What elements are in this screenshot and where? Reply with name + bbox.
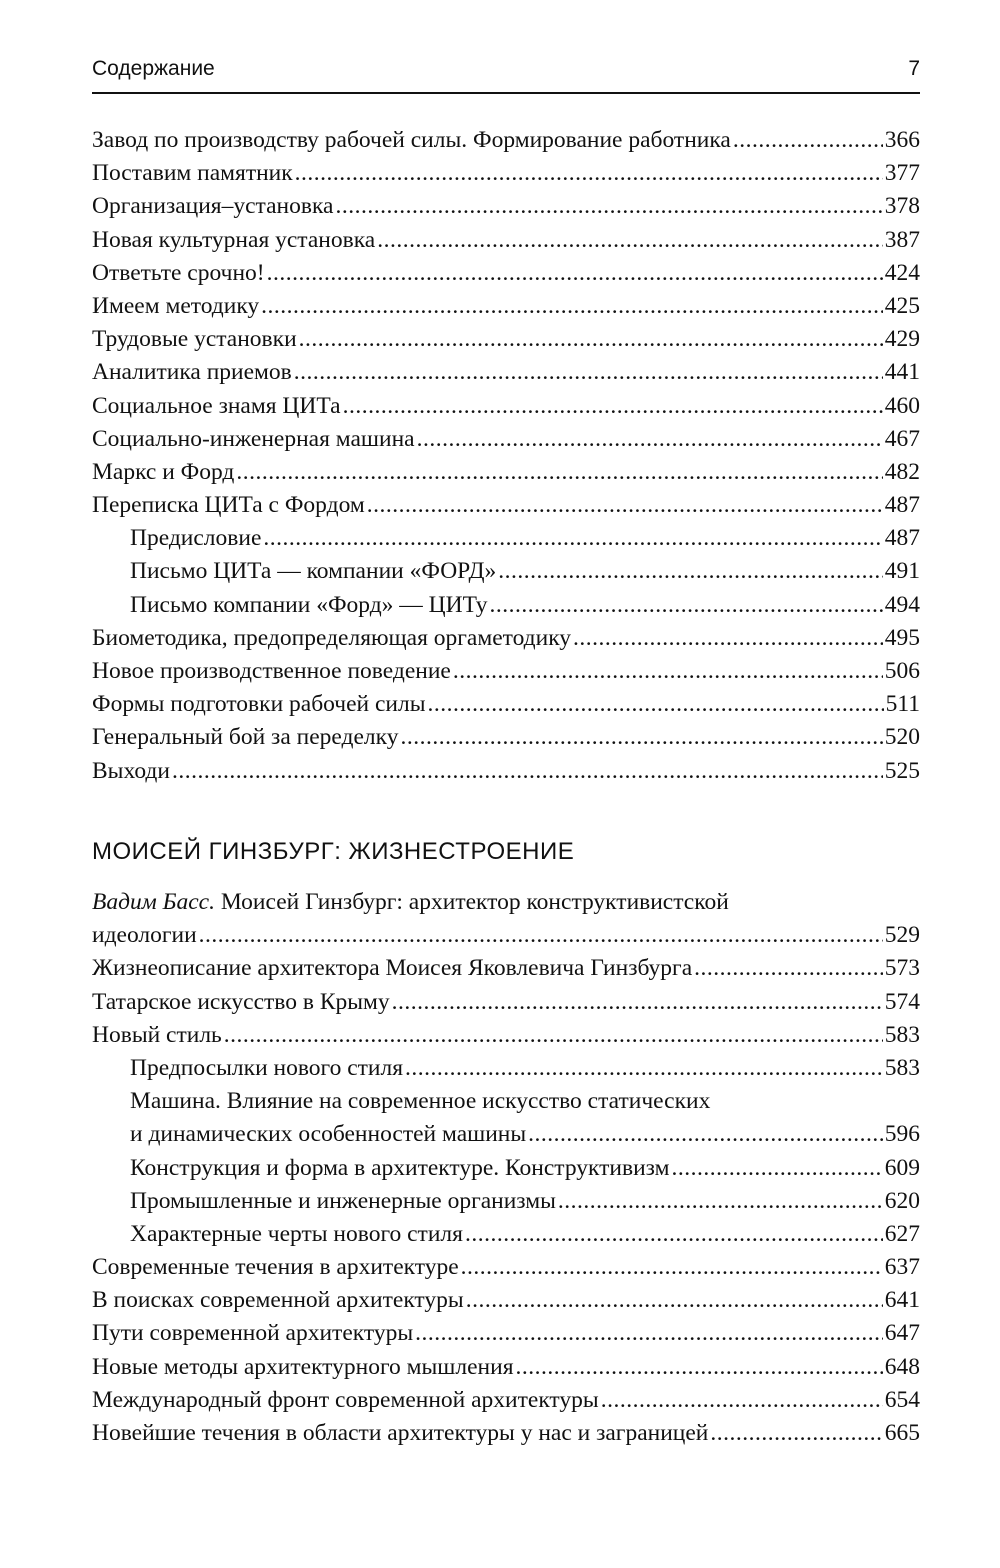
toc-entry-page: 467	[884, 425, 920, 452]
toc-entry-page: 525	[884, 757, 920, 784]
toc-entry	[92, 721, 920, 754]
toc-entry-page: 460	[884, 392, 920, 419]
leader-dots	[465, 1218, 883, 1251]
toc-entry-title: Ответьте срочно!	[92, 259, 265, 286]
toc-entry-title: Выходи	[92, 757, 170, 784]
leader-dots	[224, 1019, 883, 1052]
toc-entry-page: 506	[884, 658, 920, 684]
toc-entry-page: 429	[884, 326, 920, 353]
toc-entry	[92, 1417, 920, 1450]
toc-entry	[92, 456, 920, 489]
toc-entry-title: Завод по производству рабочей силы. Формирование работника	[92, 127, 731, 153]
running-head	[92, 52, 920, 86]
toc-entry-title: Современные течения в архитектуре	[92, 1254, 459, 1281]
toc-entry-page: 648	[884, 1353, 920, 1380]
author-name: Вадим Басс.	[92, 889, 215, 915]
toc-entry-page: 529	[884, 922, 920, 949]
toc-entry	[92, 1251, 920, 1284]
toc-entry-page: 487	[884, 525, 920, 552]
toc-entry-page: 573	[884, 955, 920, 982]
toc-entry-page: 387	[884, 226, 920, 253]
toc-entry	[92, 124, 920, 157]
toc-entry	[92, 356, 920, 389]
toc-entry-title: Татарское искусство в Крыму	[92, 988, 390, 1015]
toc-entry	[92, 755, 920, 788]
toc-entry-page: 620	[884, 1187, 920, 1214]
toc-entry	[92, 1284, 920, 1317]
toc-entry-title: Жизнеописание архитектора Моисея Яковлевича Гинзбурга	[92, 955, 693, 982]
running-head-title: Содержание	[92, 57, 215, 80]
toc-entry-title: Маркс и Форд	[92, 458, 235, 485]
toc-entry	[92, 390, 920, 423]
leader-dots	[299, 323, 883, 356]
leader-dots	[267, 257, 883, 290]
toc-entry	[92, 919, 920, 952]
toc-entry	[92, 1218, 920, 1251]
leader-dots	[377, 224, 883, 257]
leader-dots	[466, 1284, 883, 1317]
leader-dots	[415, 1317, 883, 1350]
toc-entry-title-line2: и динамических особенностей машины	[130, 1121, 527, 1148]
toc-entry-title: Организация–установка	[92, 193, 334, 220]
toc-entry-page: 647	[884, 1320, 920, 1347]
toc-list-part2	[92, 886, 920, 1450]
toc-entry	[92, 323, 920, 356]
toc-entry-title: Характерные черты нового стиля	[130, 1220, 463, 1247]
toc-entry-title: Поставим памятник	[92, 160, 293, 187]
toc-entry	[92, 1019, 920, 1052]
toc-entry-multiline	[92, 1085, 920, 1118]
toc-entry-title-line1: Машина. Влияние на современное искусство статических	[130, 1088, 711, 1115]
toc-entry-page: 511	[885, 691, 920, 718]
leader-dots	[343, 390, 883, 423]
toc-entry-page: 425	[884, 292, 920, 319]
toc-entry-page: 583	[884, 1054, 920, 1081]
leader-dots	[236, 456, 882, 489]
toc-entry-page: 583	[884, 1021, 920, 1048]
toc-entry	[92, 257, 920, 290]
leader-dots	[417, 423, 883, 456]
toc-entry	[92, 688, 920, 721]
toc-entry-title: Новая культурная установка	[92, 226, 376, 253]
toc-entry-title: Письмо компании «Форд» — ЦИТу	[130, 591, 488, 618]
toc-entry-page: 637	[884, 1254, 920, 1281]
toc-entry-title: Аналитика приемов	[92, 359, 292, 386]
leader-dots	[172, 755, 883, 788]
toc-entry-page: 482	[884, 458, 920, 485]
leader-dots	[428, 688, 884, 721]
toc-entry	[92, 489, 920, 522]
toc-entry-title: Генеральный бой за переделку	[92, 724, 399, 751]
toc-entry-title: Предпосылки нового стиля	[130, 1054, 404, 1081]
toc-entry-page: 377	[884, 160, 920, 187]
toc-entry	[92, 522, 920, 555]
book-page	[92, 0, 920, 1568]
toc-entry-multiline	[92, 886, 920, 919]
section-heading: МОИСЕЙ ГИНЗБУРГ: ЖИЗНЕСТРОЕНИЕ	[92, 838, 575, 865]
toc-entry-page: 596	[884, 1121, 920, 1148]
toc-entry-page: 665	[884, 1420, 920, 1446]
toc-entry-page: 495	[884, 624, 920, 651]
leader-dots	[558, 1185, 883, 1218]
toc-list-part3-items	[92, 1152, 920, 1451]
toc-entry	[92, 190, 920, 223]
toc-entry-title: Международный фронт современной архитектуры	[92, 1386, 599, 1413]
toc-entry-page: 609	[884, 1154, 920, 1181]
leader-dots	[295, 157, 883, 190]
leader-dots	[263, 522, 882, 555]
page-number: 7	[908, 57, 920, 80]
toc-entry-title: Новое производственное поведение	[92, 658, 451, 684]
toc-entry-page: 491	[884, 558, 920, 585]
toc-entry	[92, 1052, 920, 1085]
toc-entry-title: Промышленные и инженерные организмы	[130, 1187, 556, 1214]
leader-dots	[367, 489, 883, 522]
header-rule	[92, 92, 920, 94]
toc-entry-title-line1: Моисей Гинзбург: архитектор конструктивистской	[214, 889, 729, 915]
leader-dots	[392, 986, 883, 1019]
leader-dots	[261, 290, 883, 323]
toc-list-part2-items	[92, 952, 920, 1085]
toc-entry-title: Пути современной архитектуры	[92, 1320, 414, 1347]
toc-entry-page: 378	[884, 193, 920, 220]
toc-entry-title: Конструкция и форма в архитектуре. Конструктивизм	[130, 1154, 670, 1181]
toc-entry-page: 441	[884, 359, 920, 386]
toc-entry-page: 641	[884, 1287, 920, 1314]
toc-entry	[92, 655, 920, 688]
toc-entry-title: Новые методы архитектурного мышления	[92, 1353, 514, 1380]
leader-dots	[461, 1251, 883, 1284]
leader-dots	[453, 655, 883, 688]
toc-entry-page: 654	[884, 1386, 920, 1413]
leader-dots	[694, 952, 883, 985]
toc-entry-page: 366	[884, 127, 920, 153]
toc-entry	[92, 423, 920, 456]
toc-entry	[92, 157, 920, 190]
toc-entry-page: 574	[884, 988, 920, 1015]
toc-entry	[92, 1384, 920, 1417]
toc-entry-title: В поисках современной архитектуры	[92, 1287, 464, 1314]
toc-entry	[92, 555, 920, 588]
leader-dots	[335, 190, 882, 223]
toc-entry-title: Предисловие	[130, 525, 262, 552]
toc-entry	[92, 1185, 920, 1218]
toc-entry-title: Формы подготовки рабочей силы	[92, 691, 426, 718]
toc-entry-page: 627	[884, 1220, 920, 1247]
leader-dots	[573, 622, 883, 655]
leader-dots	[294, 356, 883, 389]
toc-entry-title: Письмо ЦИТа — компании «ФОРД»	[130, 558, 497, 585]
toc-entry	[92, 986, 920, 1019]
leader-dots	[516, 1351, 883, 1384]
toc-list-part1	[92, 124, 920, 788]
leader-dots	[601, 1384, 883, 1417]
toc-entry-title-line2: идеологии	[92, 922, 197, 949]
toc-entry-title: Имеем методику	[92, 292, 260, 319]
toc-entry-title: Трудовые установки	[92, 326, 297, 353]
toc-entry-title: Биометодика, предопределяющая оргаметодику	[92, 624, 572, 651]
toc-entry	[92, 1351, 920, 1384]
toc-entry	[92, 1118, 920, 1151]
leader-dots	[199, 919, 883, 952]
leader-dots	[528, 1118, 883, 1151]
toc-entry-page: 487	[884, 492, 920, 519]
toc-entry-title: Новейшие течения в области архитектуры у нас и заграницей	[92, 1420, 709, 1446]
toc-entry	[92, 589, 920, 622]
toc-entry-page: 520	[884, 724, 920, 751]
leader-dots	[498, 555, 883, 588]
toc-entry	[92, 224, 920, 257]
toc-entry-title: Переписка ЦИТа с Фордом	[92, 492, 365, 519]
leader-dots	[490, 589, 883, 622]
leader-dots	[671, 1152, 882, 1185]
toc-entry	[92, 290, 920, 323]
toc-entry-page: 424	[884, 259, 920, 286]
toc-entry	[92, 952, 920, 985]
toc-entry	[92, 622, 920, 655]
toc-entry-title: Социально-инженерная машина	[92, 425, 415, 452]
leader-dots	[710, 1417, 882, 1450]
toc-entry	[92, 1152, 920, 1185]
leader-dots	[733, 124, 883, 157]
toc-entry-page: 494	[884, 591, 920, 618]
toc-entry	[92, 1317, 920, 1350]
leader-dots	[405, 1052, 883, 1085]
leader-dots	[400, 721, 882, 754]
toc-entry-title: Социальное знамя ЦИТа	[92, 392, 341, 419]
toc-entry-title: Новый стиль	[92, 1021, 222, 1048]
